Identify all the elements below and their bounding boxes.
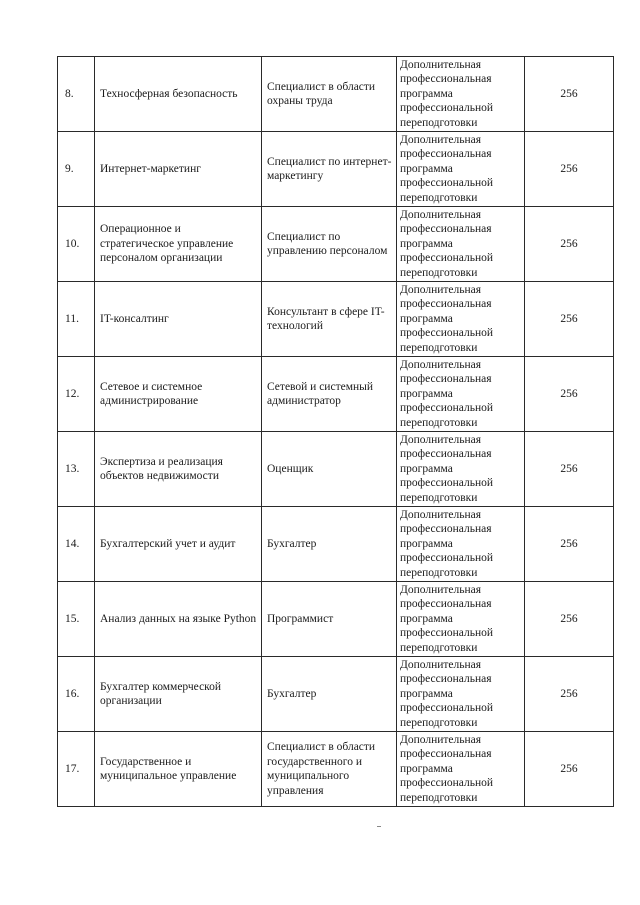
program-type: Дополнительная профессиональная программа профессиональной переподготовки bbox=[397, 732, 525, 807]
program-type: Дополнительная профессиональная программа профессиональной переподготовки bbox=[397, 582, 525, 657]
qualification: Консультант в сфере IT-технологий bbox=[262, 282, 397, 357]
table-row bbox=[58, 432, 614, 507]
row-number: 17. bbox=[58, 732, 95, 807]
scan-mark bbox=[377, 826, 381, 827]
program-name: Операционное и стратегическое управление персоналом организации bbox=[95, 207, 262, 282]
qualification: Специалист в области государственного и муниципального управления bbox=[262, 732, 397, 807]
program-type: Дополнительная профессиональная программа профессиональной переподготовки bbox=[397, 282, 525, 357]
hours: 256 bbox=[525, 357, 614, 432]
qualification: Специалист в области охраны труда bbox=[262, 57, 397, 132]
program-type: Дополнительная профессиональная программа профессиональной переподготовки bbox=[397, 357, 525, 432]
table-row bbox=[58, 582, 614, 657]
program-type: Дополнительная профессиональная программа профессиональной переподготовки bbox=[397, 432, 525, 507]
program-name: Интернет-маркетинг bbox=[95, 132, 262, 207]
row-number: 11. bbox=[58, 282, 95, 357]
hours: 256 bbox=[525, 207, 614, 282]
hours: 256 bbox=[525, 57, 614, 132]
hours: 256 bbox=[525, 582, 614, 657]
qualification: Специалист по управлению персоналом bbox=[262, 207, 397, 282]
table-row bbox=[58, 732, 614, 807]
program-name: Бухгалтер коммерческой организации bbox=[95, 657, 262, 732]
hours: 256 bbox=[525, 657, 614, 732]
program-name: Государственное и муниципальное управление bbox=[95, 732, 262, 807]
table-row bbox=[58, 132, 614, 207]
qualification: Бухгалтер bbox=[262, 657, 397, 732]
row-number: 8. bbox=[58, 57, 95, 132]
hours: 256 bbox=[525, 282, 614, 357]
program-type: Дополнительная профессиональная программа профессиональной переподготовки bbox=[397, 657, 525, 732]
row-number: 16. bbox=[58, 657, 95, 732]
row-number: 12. bbox=[58, 357, 95, 432]
program-type: Дополнительная профессиональная программа профессиональной переподготовки bbox=[397, 132, 525, 207]
program-name: Сетевое и системное администрирование bbox=[95, 357, 262, 432]
hours: 256 bbox=[525, 732, 614, 807]
programs-table-body bbox=[58, 57, 614, 807]
program-name: Бухгалтерский учет и аудит bbox=[95, 507, 262, 582]
row-number: 13. bbox=[58, 432, 95, 507]
program-type: Дополнительная профессиональная программа профессиональной переподготовки bbox=[397, 207, 525, 282]
hours: 256 bbox=[525, 132, 614, 207]
program-type: Дополнительная профессиональная программа профессиональной переподготовки bbox=[397, 507, 525, 582]
program-name: IT-консалтинг bbox=[95, 282, 262, 357]
table-row bbox=[58, 657, 614, 732]
hours: 256 bbox=[525, 432, 614, 507]
program-name: Техносферная безопасность bbox=[95, 57, 262, 132]
programs-table bbox=[57, 56, 614, 807]
qualification: Программист bbox=[262, 582, 397, 657]
table-row bbox=[58, 207, 614, 282]
program-name: Анализ данных на языке Python bbox=[95, 582, 262, 657]
row-number: 15. bbox=[58, 582, 95, 657]
qualification: Оценщик bbox=[262, 432, 397, 507]
program-name: Экспертиза и реализация объектов недвижимости bbox=[95, 432, 262, 507]
table-row bbox=[58, 57, 614, 132]
hours: 256 bbox=[525, 507, 614, 582]
table-row bbox=[58, 507, 614, 582]
table-row bbox=[58, 282, 614, 357]
qualification: Сетевой и системный администратор bbox=[262, 357, 397, 432]
row-number: 14. bbox=[58, 507, 95, 582]
row-number: 10. bbox=[58, 207, 95, 282]
row-number: 9. bbox=[58, 132, 95, 207]
qualification: Бухгалтер bbox=[262, 507, 397, 582]
program-type: Дополнительная профессиональная программа профессиональной переподготовки bbox=[397, 57, 525, 132]
table-row bbox=[58, 357, 614, 432]
qualification: Специалист по интернет-маркетингу bbox=[262, 132, 397, 207]
